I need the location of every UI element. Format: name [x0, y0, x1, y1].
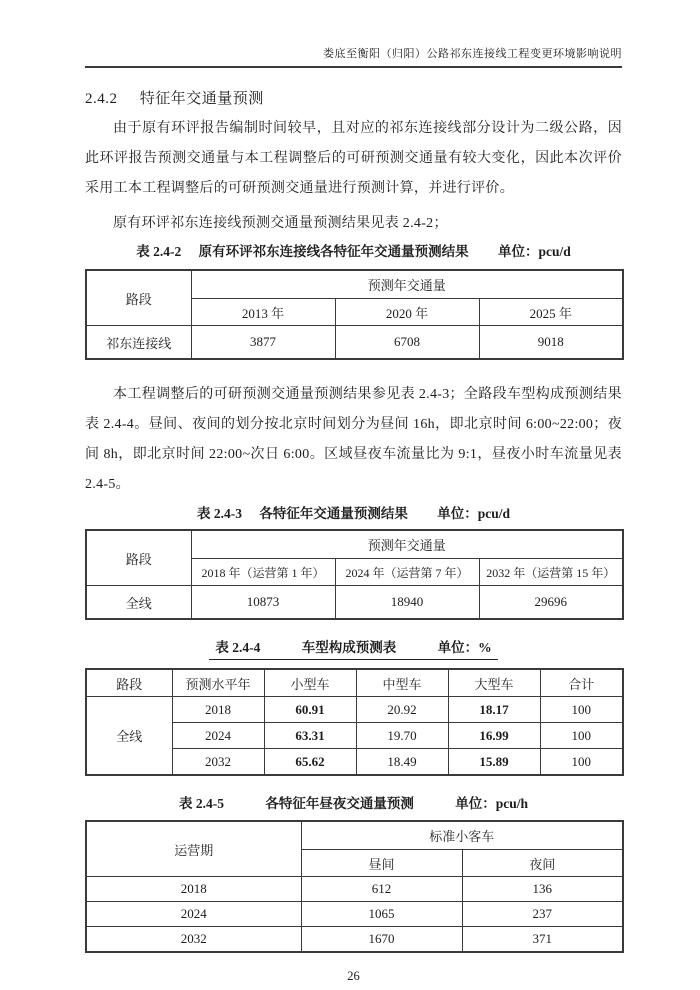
- cell-large-pct: 16.99: [448, 723, 540, 749]
- cell-year-header: 2013 年: [191, 299, 335, 326]
- cell-value: 9018: [479, 326, 623, 360]
- page-number: 26: [347, 969, 360, 983]
- section-heading: [85, 90, 622, 109]
- cell-day-value: 1065: [301, 902, 462, 927]
- cell-small-pct: 60.91: [264, 697, 356, 723]
- paragraph-adjusted-forecast: 本工程调整后的可研预测交通量预测结果参见表 2.4-3；全路段车型构成预测结果表 2.4-4。昼间、夜间的划分按北京时间划分为昼间 16h，即北京时间 6:00~22:00；夜间 8h，即北京时间 22:00~次日 6:00。区域昼夜车流量比为 9:1，昼夜小时车流量见表 2.4-5。: [85, 387, 622, 492]
- cell-total-pct: 100: [540, 697, 623, 723]
- cell-night-value: 237: [462, 902, 623, 927]
- cell-value: 29696: [479, 586, 623, 620]
- table-row: [86, 927, 623, 953]
- running-header: [85, 47, 622, 68]
- paragraph-intro: 由于原有环评报告编制时间较早，且对应的祁东连接线部分设计为二级公路，因此环评报告预测交通量与本工程调整后的可研预测交通量有较大变化，因此本次评价采用工本工程调整后的可研预测交通量进行预测计算，并进行评价。: [85, 121, 622, 196]
- cell-year-header: 2025 年: [479, 299, 623, 326]
- cell-year: 2024: [86, 902, 301, 927]
- cell-night-value: 136: [462, 877, 623, 902]
- cell-value: 18940: [335, 586, 479, 620]
- table-row: [86, 697, 623, 723]
- cell-value: 10873: [191, 586, 335, 620]
- table-244-caption-unit: 单位：%: [437, 640, 492, 655]
- section-number: 2.4.2: [85, 91, 118, 107]
- cell-small-pct: 63.31: [264, 723, 356, 749]
- table-242-caption-title: 原有环评祁东连接线各特征年交通量预测结果: [198, 244, 469, 259]
- cell-daytime-header: 昼间: [301, 850, 462, 877]
- cell-forecast-group-header: 预测年交通量: [191, 530, 623, 559]
- cell-total-pct: 100: [540, 723, 623, 749]
- table-245: [85, 820, 624, 953]
- table-242-caption: [85, 243, 622, 261]
- cell-nighttime-header: 夜间: [462, 850, 623, 877]
- cell-header-small-vehicle: 小型车: [264, 669, 356, 697]
- cell-total-pct: 100: [540, 749, 623, 776]
- table-row: [86, 326, 623, 360]
- cell-year: 2024: [172, 723, 264, 749]
- table-244: [85, 668, 624, 776]
- table-row: [86, 270, 623, 299]
- cell-header-medium-vehicle: 中型车: [356, 669, 448, 697]
- table-row: [86, 586, 623, 620]
- cell-day-value: 612: [301, 877, 462, 902]
- table-242-caption-label: 表 2.4-2: [136, 244, 182, 259]
- table-245-caption-label: 表 2.4-5: [178, 796, 224, 811]
- cell-passenger-car-group-header: 标准小客车: [301, 821, 623, 850]
- cell-header-forecast-year: 预测水平年: [172, 669, 264, 697]
- table-244-caption-title: 车型构成预测表: [301, 640, 397, 655]
- cell-value: 3877: [191, 326, 335, 360]
- cell-small-pct: 65.62: [264, 749, 356, 776]
- cell-year: 2032: [86, 927, 301, 953]
- table-245-caption: [85, 795, 622, 813]
- cell-road-section-header: 路段: [86, 270, 191, 326]
- cell-large-pct: 18.17: [448, 697, 540, 723]
- paragraph-ref-242: 原有环评祁东连接线预测交通量预测结果见表 2.4-2；: [113, 216, 448, 231]
- cell-road-section-header: 路段: [86, 530, 191, 586]
- cell-road-name: 全线: [86, 586, 191, 620]
- cell-value: 6708: [335, 326, 479, 360]
- cell-year-header: 2024 年（运营第 7 年）: [335, 559, 479, 586]
- table-242: [85, 269, 624, 360]
- table-244-caption-label: 表 2.4-4: [215, 640, 261, 655]
- table-row: [86, 877, 623, 902]
- table-row: [86, 530, 623, 559]
- cell-day-value: 1670: [301, 927, 462, 953]
- cell-year-header: 2032 年（运营第 15 年）: [479, 559, 623, 586]
- cell-forecast-group-header: 预测年交通量: [191, 270, 623, 299]
- cell-night-value: 371: [462, 927, 623, 953]
- table-243-caption-label: 表 2.4-3: [196, 506, 242, 521]
- cell-header-large-vehicle: 大型车: [448, 669, 540, 697]
- cell-header-total: 合计: [540, 669, 623, 697]
- cell-large-pct: 15.89: [448, 749, 540, 776]
- cell-medium-pct: 18.49: [356, 749, 448, 776]
- table-245-caption-title: 各特征年昼夜交通量预测: [265, 796, 414, 811]
- table-242-caption-unit: 单位：pcu/d: [497, 244, 571, 259]
- cell-year: 2018: [172, 697, 264, 723]
- cell-year-header: 2018 年（运营第 1 年）: [191, 559, 335, 586]
- table-row: [86, 902, 623, 927]
- table-243-caption-title: 各特征年交通量预测结果: [259, 506, 408, 521]
- cell-year-header: 2020 年: [335, 299, 479, 326]
- cell-year: 2018: [86, 877, 301, 902]
- cell-road-name: 祁东连接线: [86, 326, 191, 360]
- cell-header-road: 路段: [86, 669, 172, 697]
- table-243: [85, 529, 624, 620]
- cell-year: 2032: [172, 749, 264, 776]
- table-row: [86, 821, 623, 850]
- cell-medium-pct: 19.70: [356, 723, 448, 749]
- cell-operation-period-header: 运营期: [86, 821, 301, 877]
- cell-medium-pct: 20.92: [356, 697, 448, 723]
- table-243-caption: [85, 505, 622, 523]
- table-243-caption-unit: 单位：pcu/d: [437, 506, 511, 521]
- table-row: [86, 669, 623, 697]
- cell-road-name: 全线: [86, 697, 172, 776]
- section-title: 特征年交通量预测: [139, 91, 264, 107]
- table-245-caption-unit: 单位：pcu/h: [455, 796, 529, 811]
- running-header-title: 娄底至衡阳（归阳）公路祁东连接线工程变更环境影响说明: [323, 48, 622, 60]
- table-244-caption: [85, 639, 622, 660]
